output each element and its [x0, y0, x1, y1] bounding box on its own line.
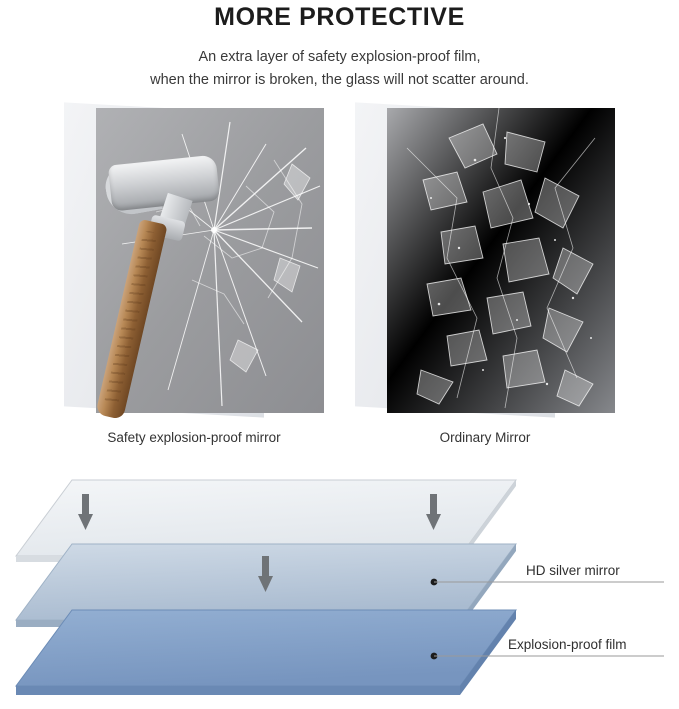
page-title: MORE PROTECTIVE: [214, 3, 465, 31]
caption-ordinary-mirror: Ordinary Mirror: [439, 430, 531, 445]
panel-ordinary-mirror: [355, 108, 615, 445]
layer-bottom-explosion-proof-film: [16, 610, 516, 695]
layers-diagram: [0, 464, 679, 704]
subtitle-line-2: when the mirror is broken, the glass will not scatter around.: [150, 72, 529, 88]
panel-safety-mirror: [64, 108, 324, 445]
label-hd-silver-mirror: HD silver mirror: [526, 563, 620, 578]
header: [0, 0, 679, 92]
comparison-panels: [0, 108, 679, 458]
mirror-surface-ordinary: [387, 108, 615, 413]
subtitle: [0, 46, 679, 92]
subtitle-line-1: An extra layer of safety explosion-proof film,: [198, 49, 481, 65]
label-explosion-proof-film: Explosion-proof film: [508, 637, 627, 652]
caption-safety-mirror: Safety explosion-proof mirror: [107, 430, 281, 445]
photo-ordinary-mirror: [355, 108, 615, 418]
shattered-glass-icon: [387, 108, 615, 413]
layers-illustration: [0, 464, 679, 704]
photo-safety-mirror: [64, 108, 324, 418]
